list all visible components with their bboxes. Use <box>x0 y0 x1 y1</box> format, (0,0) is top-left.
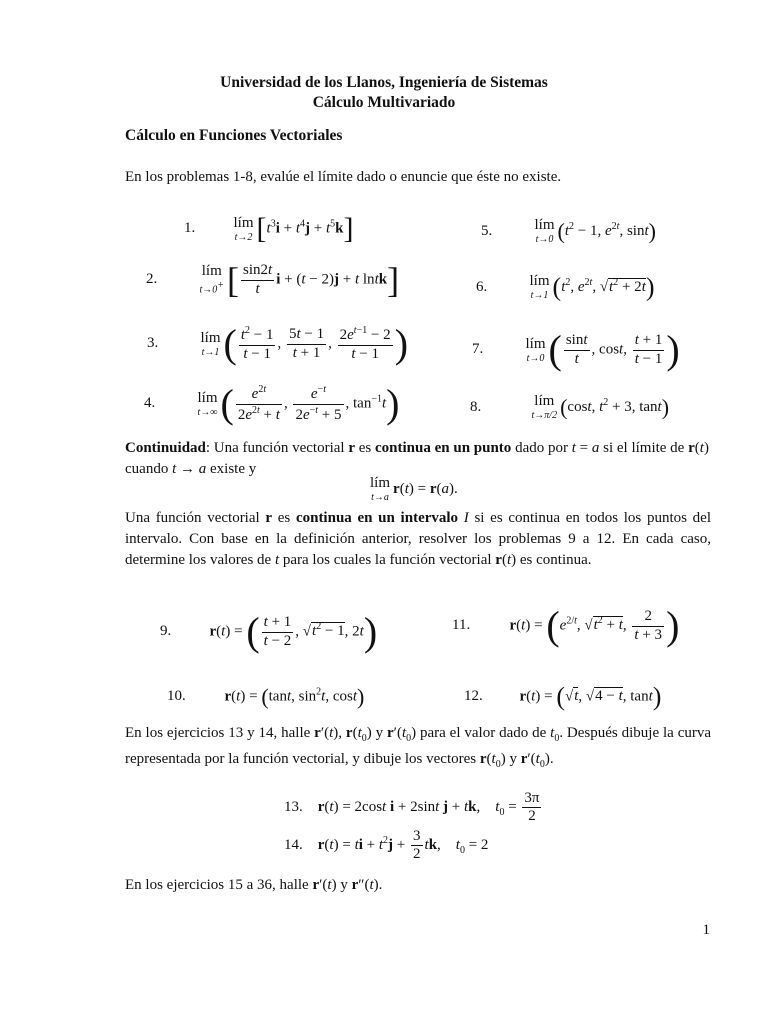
problem-number: 7. <box>472 341 484 358</box>
problem-number: 4. <box>144 395 156 412</box>
problem-14: 14. r(t) = ti + $t^2j$ + $\frac{3}{2}$ tk, $t_0 = 2$ <box>284 828 489 863</box>
problem-4: 4. lím t→∞ ( $\frac{e^{2t}}{2e^{2t} + t}$ , $\frac{e^{-t}}{2e^{-t} + 5}$ , $\tan^{-1}t$) <box>144 381 400 426</box>
course-title: Cálculo Multivariado <box>312 94 456 111</box>
limit-symbol: lím t→2 <box>233 214 254 243</box>
university-title: Universidad de los Llanos, Ingeniería de Sistemas <box>220 74 548 91</box>
problem-number: 14. <box>284 837 303 854</box>
problem-number: 9. <box>160 623 172 640</box>
problem-number: 1. <box>184 220 196 237</box>
problem-number: 8. <box>470 398 482 415</box>
problem-2: 2. lím t→0+ [ $\frac{\sin 2t}{t}$ i + (t − 2)j + t lntk] <box>146 260 400 300</box>
problem-number: 13. <box>284 799 303 816</box>
exercise-13-14-text: En los ejercicios 13 y 14, halle r′(t), $r(t_0)$ y $r'(t_0)$ para el valor dado de $t_0$. Después dibuje la curva representada por la función vectorial, y dibuje los vectores $r(t_0)$ y $r'(t_0)$. <box>125 725 712 770</box>
problem-5: 5. lím t→0 ($t^2 - 1$, $e^{2t}$, sint) <box>481 217 656 245</box>
page-number: 1 <box>702 922 710 938</box>
problem-number: 10. <box>167 688 186 705</box>
problem-13: 13. r(t) = 2cost i + 2sint j + tk, $t_0$ = $\frac{3\pi}{2}$ <box>284 790 540 825</box>
problem-1: 1. lím t→2 $[t^3i + t^4j + t^5k]$ <box>184 212 354 245</box>
problem-12: 12. r(t) = (√t, √4 − t, tant) <box>464 682 662 711</box>
problem-7: 7. lím t→0 ( $\frac{\sin t}{t}$ , cost, $\frac{t + 1}{t - 1}$ ) <box>472 327 680 372</box>
problem-number: 5. <box>481 222 493 239</box>
problem-number: 11. <box>452 617 471 634</box>
problem-number: 3. <box>147 335 159 352</box>
problem-number: 2. <box>146 271 158 288</box>
problem-number: 6. <box>476 278 488 295</box>
intro-text: En los problemas 1-8, evalúe el límite dado o enuncie que éste no existe. <box>125 169 562 185</box>
problem-10: 10. r(t) = (tant, $\sin^2t$, cost) <box>167 684 365 709</box>
problem-8: 8. lím t→π/2 (cost, $t^2 + 3$, tant) <box>470 393 670 421</box>
section-title: Cálculo en Funciones Vectoriales <box>125 127 343 144</box>
problem-9: 9. r(t) = ( $\frac{t + 1}{t - 2}$ , $√t^2 - 1$, 2t) <box>160 609 378 654</box>
problem-6: 6. lím t→1 ($t^2$, $e^{2t}$, $√t^2 + 2t$) <box>476 272 655 302</box>
problem-3: 3. lím t→1 ( $\frac{t^2 - 1}{t - 1}$ , $\frac{5t - 1}{t + 1}$ , $\frac{2e^{t-1} - 2}{t - 1}$ ) <box>147 321 409 366</box>
interval-paragraph: Una función vectorial r es continua en un intervalo I si es continua en todos los puntos del intervalo. Con base en la definición anterior, resolver los problemas 9 a 12. En cada caso, determine los valores de t para los cuales la función vectorial r(t) es continua. <box>125 510 711 568</box>
continuity-definition: Continuidad: Una función vectorial r es continua en un punto dado por t = a si el límite de r(t) cuando t → a existe y <box>125 440 709 477</box>
continuity-term: Continuidad <box>125 440 206 456</box>
exercise-15-36-text: En los ejercicios 15 a 36, halle r′(t) y r″(t). <box>125 877 383 893</box>
continuity-formula: lím t→a r(t) = r(a). <box>370 475 458 503</box>
problem-number: 12. <box>464 688 483 705</box>
problem-11: 11. $r(t) = (e^{2/t}$, $√t^2 + t$, $\frac{2}{t + 3}$ ) <box>452 603 680 648</box>
